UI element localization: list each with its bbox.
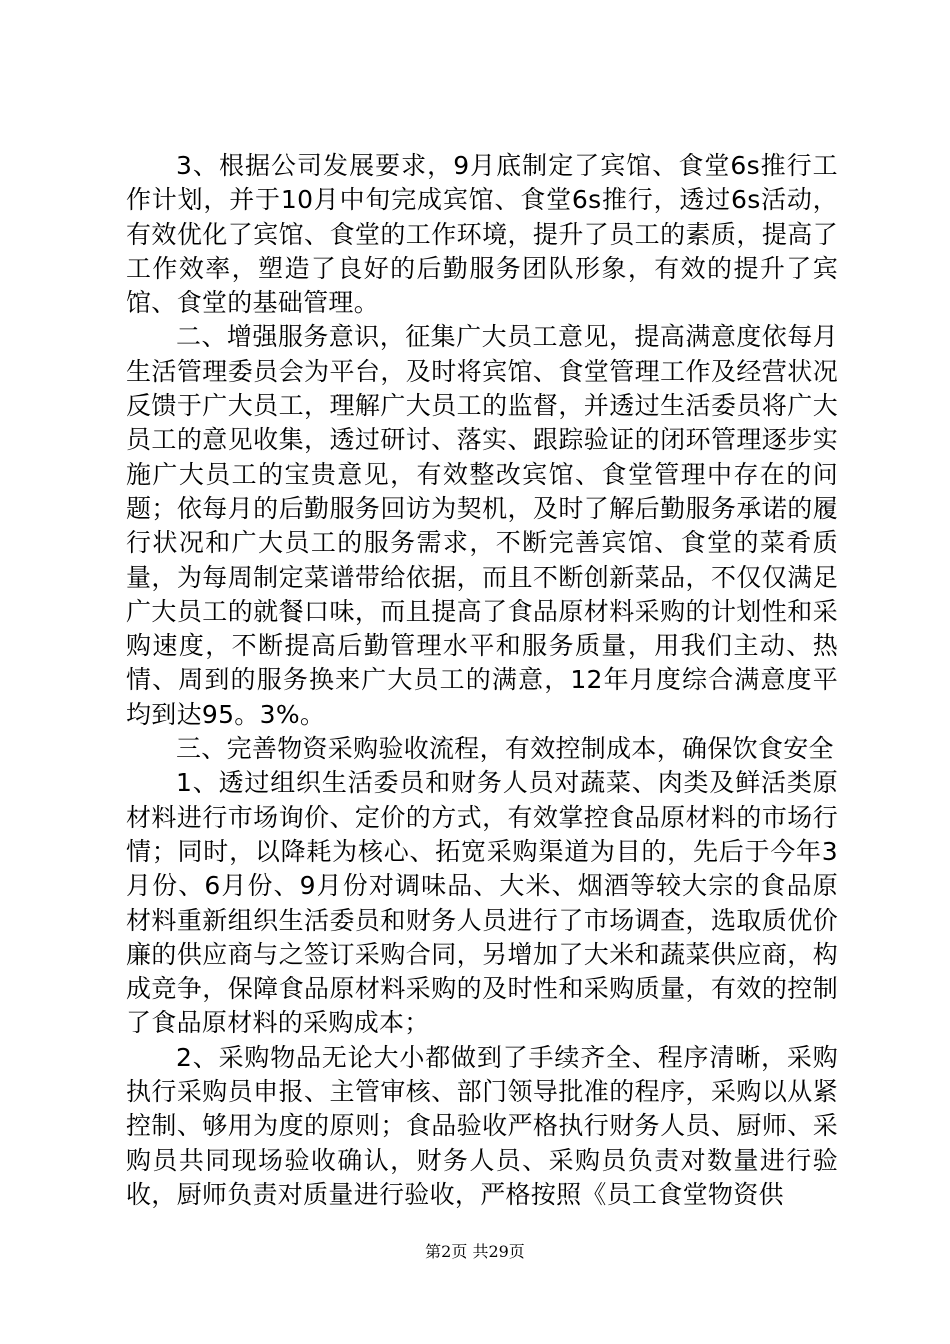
paragraph-service-awareness: 二、增强服务意识，征集广大员工意见，提高满意度依每月生活管理委员会为平台，及时将宾馆、食堂管理工作及经营状况反馈于广大员工，理解广大员工的监督，并透过生活委员将广大员工的意见收集，透过研讨、落实、跟踪验证的闭环管理逐步实施广大员工的宝贵意见，有效整改宾馆、食堂管理中存在的问题；依每月的后勤服务回访为契机，及时了解后勤服务承诺的履行状况和广大员工的服务需求，不断完善宾馆、食堂的菜肴质量，为每周制定菜谱带给依据，而且不断创新菜品，不仅仅满足广大员工的就餐口味，而且提高了食品原材料采购的计划性和采购速度，不断提高后勤管理水平和服务质量，用我们主动、热情、周到的服务换来广大员工的满意，12年月度综合满意度平均到达95。3%。 bbox=[126, 322, 838, 729]
section-heading-procurement: 三、完善物资采购验收流程，有效控制成本，确保饮食安全 bbox=[176, 734, 834, 764]
paragraph-6s-implementation: 3、根据公司发展要求，9月底制定了宾馆、食堂6s推行工作计划，并于10月中旬完成宾馆、食堂6s推行，透过6s活动，有效优化了宾馆、食堂的工作环境，提升了员工的素质，提高了工作效率，塑造了良好的后勤服务团队形象，有效的提升了宾馆、食堂的基础管理。 bbox=[126, 151, 838, 318]
paragraph-procurement-procedure: 2、采购物品无论大小都做到了手续齐全、程序清晰，采购执行采购员申报、主管审核、部门领导批准的程序，采购以从紧控制、够用为度的原则；食品验收严格执行财务人员、厨师、采购员共同现场验收确认，财务人员、采购员负责对数量进行验收，厨师负责对质量进行验收，严格按照《员工食堂物资供 bbox=[126, 1042, 838, 1209]
document-body bbox=[126, 149, 838, 1212]
paragraph-market-inquiry: 1、透过组织生活委员和财务人员对蔬菜、肉类及鲜活类原材料进行市场询价、定价的方式，有效掌控食品原材料的市场行情；同时，以降耗为核心、拓宽采购渠道为目的，先后于今年3月份、6月份、9月份对调味品、大米、烟酒等较大宗的食品原材料重新组织生活委员和财务人员进行了市场调查，选取质优价廉的供应商与之签订采购合同，另增加了大米和蔬菜供应商，构成竞争，保障食品原材料采购的及时性和采购质量，有效的控制了食品原材料的采购成本； bbox=[126, 768, 838, 1038]
page-number-footer: 第2页 共29页 bbox=[425, 1242, 525, 1261]
